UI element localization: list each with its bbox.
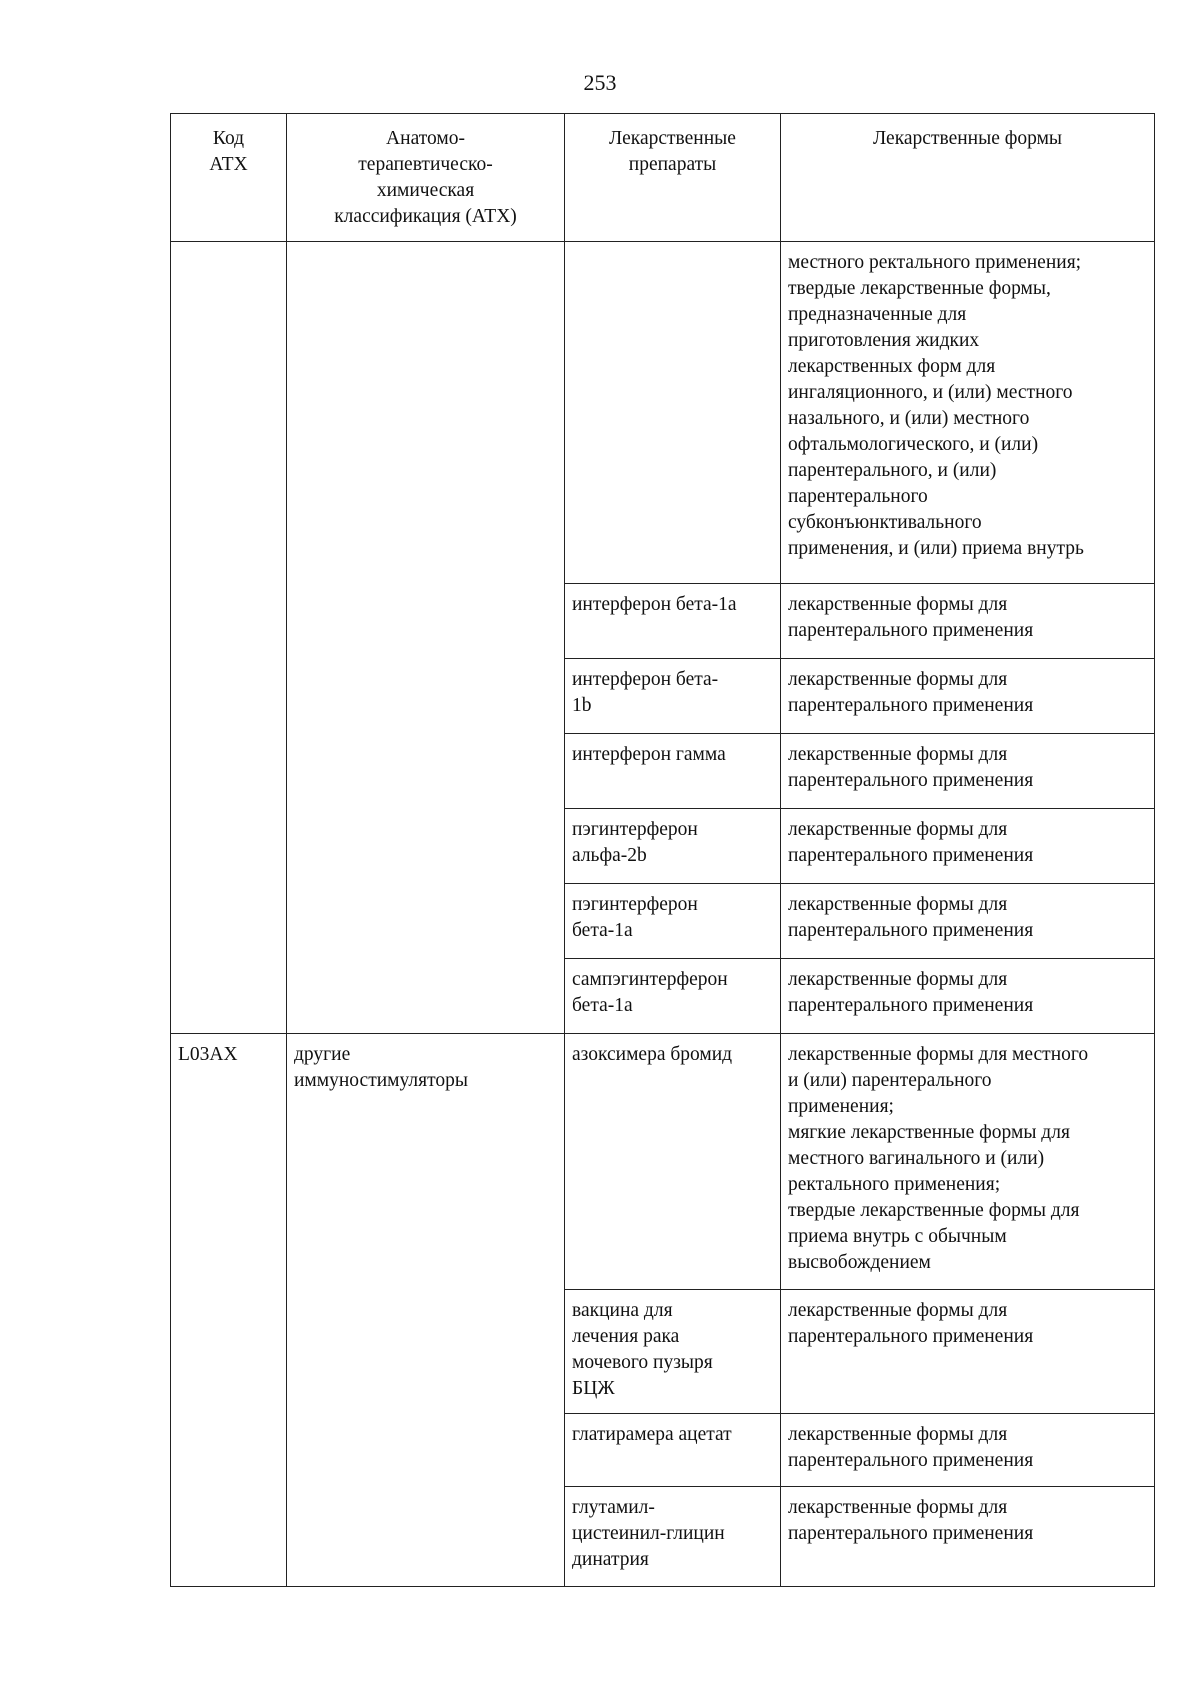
header-drugs: Лекарственные препараты — [565, 114, 781, 242]
drug-cell: интерферон гамма — [565, 734, 781, 809]
atx-code-cell: L03AX — [171, 1034, 287, 1587]
drug-cell: пэгинтерферон бета-1a — [565, 884, 781, 959]
drug-cell: глутамил- цистеинил-глицин динатрия — [565, 1487, 781, 1587]
drug-cell: интерферон бета- 1b — [565, 659, 781, 734]
header-dosage-forms: Лекарственные формы — [781, 114, 1155, 242]
drug-cell — [565, 242, 781, 584]
dosage-form-cell: лекарственные формы для парентерального применения — [781, 959, 1155, 1034]
drug-cell: азоксимера бромид — [565, 1034, 781, 1290]
dosage-form-cell: лекарственные формы для парентерального применения — [781, 1290, 1155, 1414]
dosage-form-cell: лекарственные формы для парентерального применения — [781, 734, 1155, 809]
drug-cell: глатирамера ацетат — [565, 1414, 781, 1487]
dosage-form-cell: лекарственные формы для местного и (или) парентерального применения; мягкие лекарственные формы для местного вагинального и (или) ректального применения; твердые лекарственные формы для приема внутрь с обычным высвобождением — [781, 1034, 1155, 1290]
dosage-form-cell: лекарственные формы для парентерального применения — [781, 659, 1155, 734]
drug-cell: пэгинтерферон альфа-2b — [565, 809, 781, 884]
atx-classification-cell: другие иммуностимуляторы — [287, 1034, 565, 1587]
dosage-form-cell: лекарственные формы для парентерального применения — [781, 884, 1155, 959]
dosage-form-cell: лекарственные формы для парентерального применения — [781, 584, 1155, 659]
atx-drug-table — [170, 113, 1155, 1587]
dosage-form-cell: лекарственные формы для парентерального применения — [781, 1487, 1155, 1587]
atx-code-cell — [171, 242, 287, 1034]
drug-cell: вакцина для лечения рака мочевого пузыря БЦЖ — [565, 1290, 781, 1414]
page-number: 253 — [583, 70, 617, 95]
header-atx-code: Код АТХ — [171, 114, 287, 242]
dosage-form-cell: лекарственные формы для парентерального применения — [781, 809, 1155, 884]
dosage-form-cell: лекарственные формы для парентерального применения — [781, 1414, 1155, 1487]
dosage-form-cell: местного ректального применения; твердые лекарственные формы, предназначенные для приготовления жидких лекарственных форм для ингаляционного, и (или) местного назального, и (или) местного офтальмологического, и (или) парентерального, и (или) парентерального субконъюнктивального применения, и (или) приема внутрь — [781, 242, 1155, 584]
table-row — [171, 1034, 1155, 1290]
table-row — [171, 242, 1155, 584]
drug-cell: интерферон бета-1a — [565, 584, 781, 659]
atx-classification-cell — [287, 242, 565, 1034]
header-atx-classification: Анатомо- терапевтическо- химическая классификация (АТХ) — [287, 114, 565, 242]
table-header-row — [171, 114, 1155, 242]
drug-cell: сампэгинтерферон бета-1a — [565, 959, 781, 1034]
